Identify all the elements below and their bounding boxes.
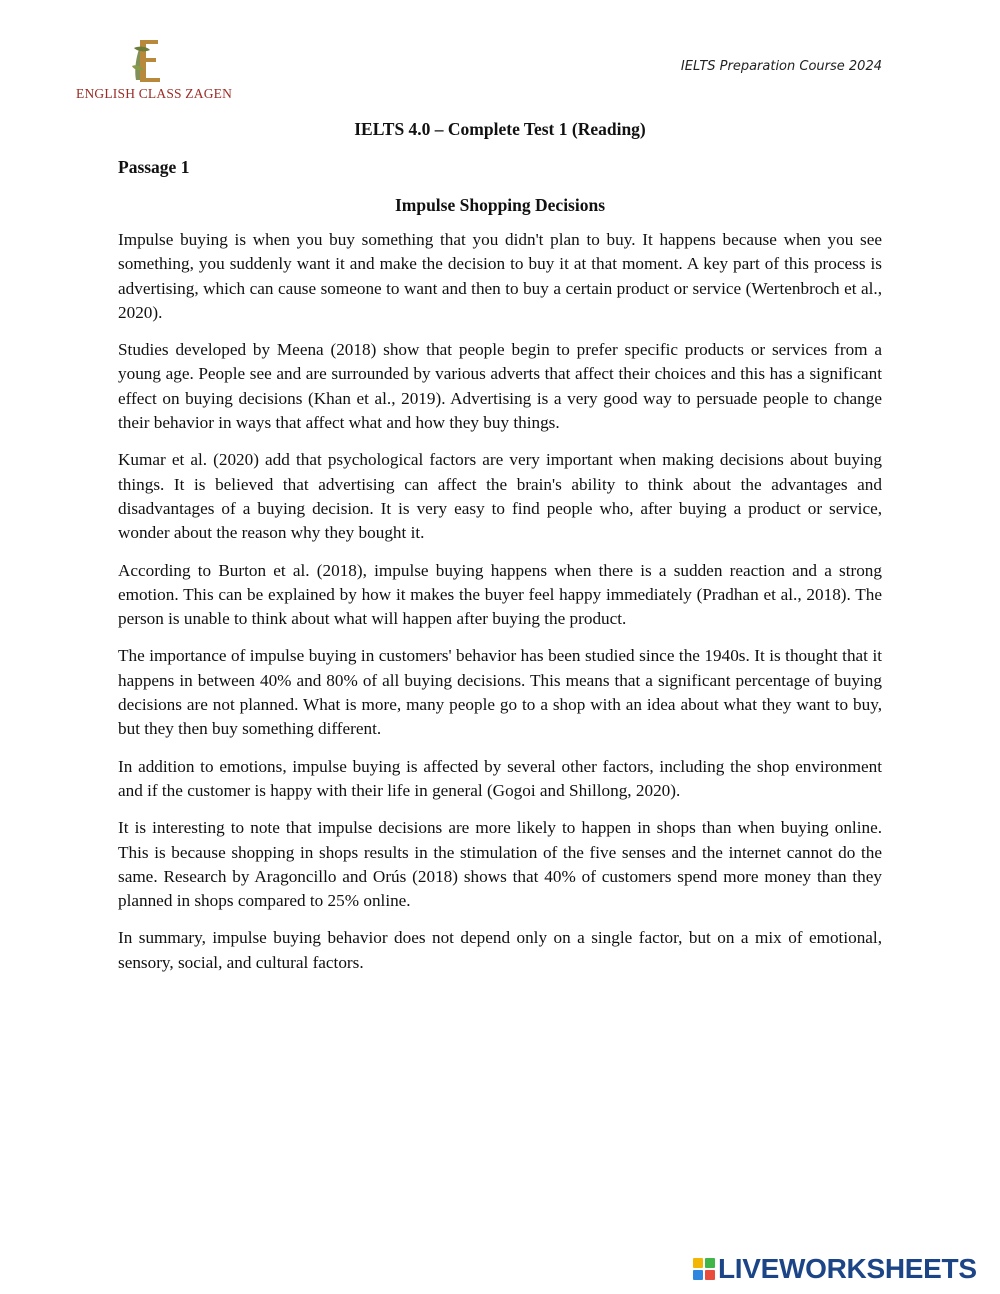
logo	[76, 36, 233, 108]
paragraph-1: Impulse buying is when you buy something that you didn't plan to buy. It happens because when you see something, you suddenly want it and make the decision to buy it at that moment. A key part of this process is advertising, which can cause someone to want and then to buy a certain product or service (Wertenbroch et al., 2020).	[118, 230, 882, 322]
paragraph-8: In summary, impulse buying behavior does not depend only on a single factor, but on a mix of emotional, sensory, social, and cultural factors.	[118, 928, 882, 972]
logo-text: ENGLISH CLASS ZAGEN	[76, 86, 233, 101]
paragraph-3: Kumar et al. (2020) add that psychological factors are very important when making decisions about buying things. It is believed that advertising can affect the brain's ability to think about the advantages and disadvantages of a buying decision. It is very easy to find people who, after buying a product or service, wonder about the reason why they bought it.	[118, 450, 882, 543]
square-blue	[693, 1270, 703, 1280]
paragraph-5: The importance of impulse buying in customers' behavior has been studied since the 1940s. It is thought that it happens in between 40% and 80% of all buying decisions. This means that a significant percentage of buying decisions are not planned. What is more, many people go to a shop with an idea about what they want to buy, but they then buy something different.	[118, 646, 882, 739]
logo-letter-e-icon	[76, 36, 216, 86]
paragraph-2: Studies developed by Meena (2018) show that people begin to prefer specific products or services from a young age. People see and are surrounded by various adverts that affect their choices and this has a significant effect on buying decisions (Khan et al., 2019). Advertising is a very good way to persuade people to change their behavior in ways that affect what and how they buy things.	[118, 340, 882, 433]
worksheet-content	[118, 116, 882, 988]
paragraph-6: In addition to emotions, impulse buying is affected by several other factors, including the shop environment and if the customer is happy with their life in general (Gogoi and Shillong, 2020).	[118, 756, 882, 800]
liveworksheets-logo[interactable]	[693, 1253, 977, 1285]
paragraph-7: It is interesting to note that impulse decisions are more likely to happen in shops than when buying online. This is because shopping in shops results in the stimulation of the five senses and the internet cannot do the same. Research by Aragoncillo and Orús (2018) shows that 40% of customers spend more money than they planned in shops compared to 25% online.	[118, 818, 882, 911]
liveworksheets-brand-text: LIVEWORKSHEETS	[718, 1253, 977, 1284]
passage-title: Impulse Shopping Decisions	[394, 195, 606, 215]
square-green	[705, 1258, 715, 1268]
square-red	[705, 1270, 715, 1280]
test-title: IELTS 4.0 – Complete Test 1 (Reading)	[354, 119, 646, 139]
passage-label: Passage 1	[118, 157, 190, 177]
course-header: IELTS Preparation Course 2024	[680, 59, 882, 74]
square-yellow	[693, 1258, 703, 1268]
liveworksheets-squares-icon	[693, 1258, 715, 1280]
paragraph-4: According to Burton et al. (2018), impulse buying happens when there is a sudden reaction and a strong emotion. This can be explained by how it makes the buyer feel happy immediately (Pradhan et al., 2018). The person is unable to think about what will happen after buying the product.	[118, 560, 882, 629]
